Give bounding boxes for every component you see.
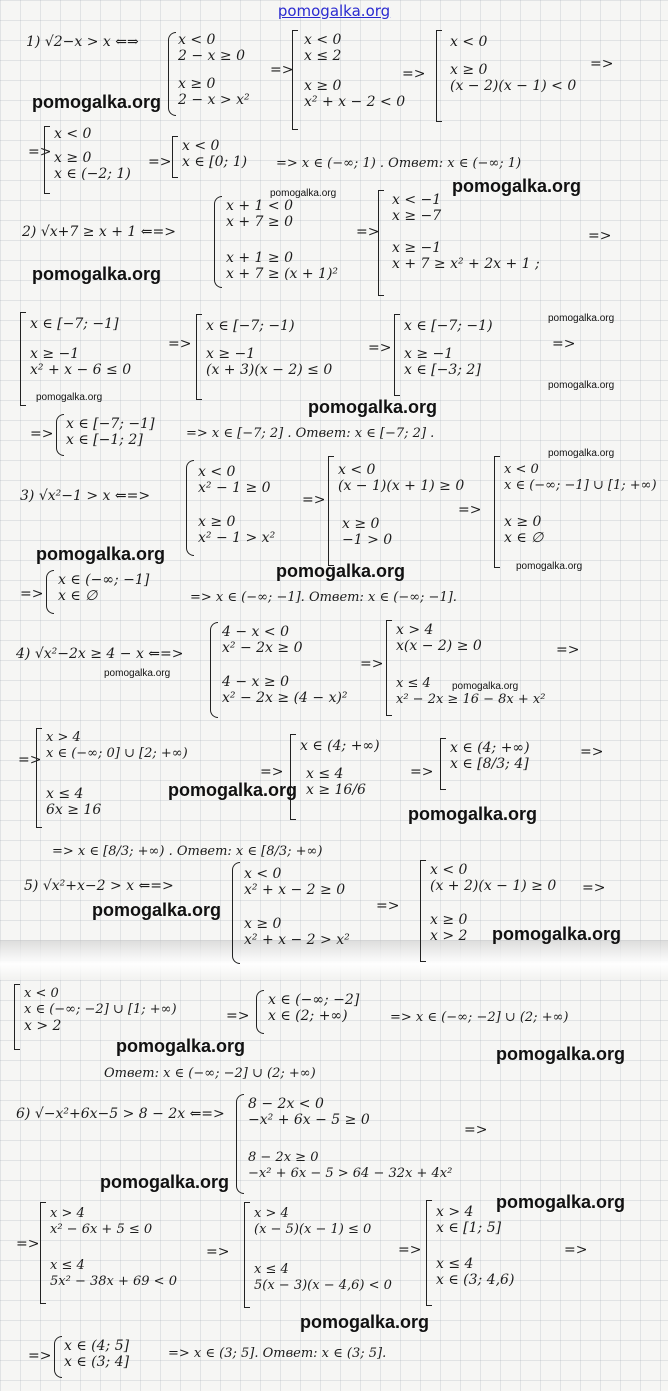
p4-arrow-2: => [556,642,580,658]
p1-bracket-a [292,30,298,130]
p2-bracket-c [196,314,202,400]
p3-arrow-2: => [458,502,482,518]
p4-arrow-6: => [580,744,604,760]
p2-b2: x ≥ −1 x² + x − 6 ≤ 0 [30,346,132,378]
p1-a1: x < 0 x ≤ 2 [304,32,342,64]
p3-brace-c [46,570,54,614]
p3-b2: x ≥ 0 x ∈ ∅ [504,514,544,546]
p2-d2: x ≥ −1 x ∈ [−3; 2] [404,346,481,378]
watermark: pomogalka.org [32,264,162,284]
p2-arrow-2: => [588,228,612,244]
site-header-link[interactable]: pomogalka.org [277,2,391,20]
watermark: pomogalka.org [496,1192,626,1212]
p1-bracket-c [44,126,50,194]
p1-sys1: x < 0 2 − x ≥ 0 [178,32,245,64]
p3-sys2: x ≥ 0 x² − 1 > x² [198,514,276,546]
watermark: pomogalka.org [168,780,298,800]
watermark: pomogalka.org [36,544,166,564]
p1-bracket-b [436,30,442,122]
p5-sys2: x ≥ 0 x² + x − 2 > x² [244,916,350,948]
p5-answer: Ответ: x ∈ (−∞; −2] ∪ (2; +∞) [104,1066,316,1081]
p6-arrow-5: => [564,1242,588,1258]
p3-bracket-a [328,456,334,566]
p1-sys2: x ≥ 0 2 − x > x² [178,76,250,108]
p5-a1: x < 0 (x + 2)(x − 1) ≥ 0 [430,862,557,894]
p4-brace [210,622,218,718]
watermark: pomogalka.org [36,392,103,403]
p2-arrow-5: => [552,336,576,352]
watermark: pomogalka.org [32,92,162,112]
p2-sys1: x + 1 < 0 x + 7 ≥ 0 [226,198,293,230]
p4-b2: x ≤ 4 6x ≥ 16 [46,786,102,818]
p2-bracket-b [20,312,26,406]
p4-c1: x ∈ (4; +∞) [300,738,380,754]
watermark: pomogalka.org [300,1312,430,1332]
watermark: pomogalka.org [452,681,519,692]
p1-d: x < 0 x ∈ [0; 1) [182,138,248,170]
p4-sys2: 4 − x ≥ 0 x² − 2x ≥ (4 − x)² [222,674,348,706]
problem-3-head: 3) √x²−1 > x ⇐=> [20,488,151,504]
p2-c2: x ≥ −1 (x + 3)(x − 2) ≤ 0 [206,346,333,378]
problem-2-head: 2) √x+7 ≥ x + 1 ⇐=> [22,224,176,240]
p6-d: x ∈ (4; 5] x ∈ (3; 4] [64,1338,130,1370]
p2-sys2: x + 1 ≥ 0 x + 7 ≥ (x + 1)² [226,250,339,282]
p4-bracket-a [386,620,392,716]
p5-c: x ∈ (−∞; −2] x ∈ (2; +∞) [268,992,360,1024]
watermark: pomogalka.org [92,900,222,920]
watermark: pomogalka.org [548,448,615,459]
watermark: pomogalka.org [492,924,622,944]
p3-answer: => x ∈ (−∞; −1]. Ответ: x ∈ (−∞; −1]. [190,590,457,605]
p6-brace [236,1094,244,1194]
p5-bracket-b [14,984,20,1050]
watermark: pomogalka.org [100,1172,230,1192]
watermark: pomogalka.org [548,380,615,391]
watermark: pomogalka.org [270,188,337,199]
p1-arrow-2: => [402,66,426,82]
watermark: pomogalka.org [116,1036,246,1056]
p6-sys2: 8 − 2x ≥ 0 −x² + 6x − 5 > 64 − 32x + 4x² [248,1150,453,1181]
p3-arrow-3: => [20,586,44,602]
p4-bracket-d [440,738,446,790]
watermark: pomogalka.org [308,397,438,417]
p2-arrow-1: => [356,224,380,240]
p4-d: x ∈ (4; +∞) x ∈ [8/3; 4] [450,740,530,772]
p3-b1: x < 0 x ∈ (−∞; −1] ∪ [1; +∞) [504,462,657,493]
problem-6-head: 6) √−x²+6x−5 > 8 − 2x ⇐=> [16,1106,225,1122]
p5-arrow-1: => [376,898,400,914]
p2-brace [214,196,222,288]
p6-bracket-a [40,1202,46,1304]
watermark: pomogalka.org [276,561,406,581]
p1-arrow-3: => [590,56,614,72]
watermark: pomogalka.org [104,668,171,679]
p4-arrow-3: => [18,752,42,768]
p1-answer: => x ∈ (−∞; 1) . Ответ: x ∈ (−∞; 1) [276,156,522,171]
p2-bracket-a [378,190,384,296]
p3-arrow-1: => [302,492,326,508]
p6-arrow-2: => [16,1236,40,1252]
p4-arrow-4: => [260,764,284,780]
p6-b2: x ≤ 4 5(x − 3)(x − 4,6) < 0 [254,1262,392,1293]
p5-b2: x > 2 [24,1018,62,1034]
p4-b1: x > 4 x ∈ (−∞; 0] ∪ [2; +∞) [46,730,188,761]
p5-b1: x < 0 x ∈ (−∞; −2] ∪ [1; +∞) [24,986,177,1017]
p3-brace [186,460,194,556]
p3-sys1: x < 0 x² − 1 ≥ 0 [198,464,271,496]
p2-a2: x ≥ −1 x + 7 ≥ x² + 2x + 1 ; [392,240,540,272]
problem-5-head: 5) √x²+x−2 > x ⇐=> [24,878,174,894]
p1-arrow-5: => [148,154,172,170]
p2-arrow-4: => [368,340,392,356]
p6-a1: x > 4 x² − 6x + 5 ≤ 0 [50,1206,153,1237]
p1-arrow-1: => [270,62,294,78]
p2-a1: x < −1 x ≥ −7 [392,192,442,224]
watermark: pomogalka.org [548,313,615,324]
p6-sys1: 8 − 2x < 0 −x² + 6x − 5 ≥ 0 [248,1096,370,1128]
p3-a1: x < 0 (x − 1)(x + 1) ≥ 0 [338,462,465,494]
p3-bracket-b [494,456,500,568]
p6-c2: x ≤ 4 x ∈ (3; 4,6) [436,1256,515,1288]
p2-d1: x ∈ [−7; −1) [404,318,493,334]
p4-bracket-c [290,734,296,820]
p6-answer: => x ∈ (3; 5]. Ответ: x ∈ (3; 5]. [168,1346,387,1361]
p2-arrow-6: => [30,426,54,442]
p5-sys1: x < 0 x² + x − 2 ≥ 0 [244,866,346,898]
p4-sys1: 4 − x < 0 x² − 2x ≥ 0 [222,624,303,656]
p4-arrow-1: => [360,656,384,672]
p4-a1: x > 4 x(x − 2) ≥ 0 [396,622,482,654]
p1-b1: x < 0 [450,34,488,50]
p2-c1: x ∈ [−7; −1) [206,318,295,334]
p2-answer: => x ∈ [−7; 2] . Ответ: x ∈ [−7; 2] . [186,426,435,441]
p6-arrow-3: => [206,1244,230,1260]
watermark: pomogalka.org [408,804,538,824]
p1-bracket-d [172,136,178,178]
p2-brace-e [56,414,64,456]
p1-c1: x < 0 [54,126,92,142]
problem-4-head: 4) √x²−2x ≥ 4 − x ⇐=> [16,646,184,662]
p2-bracket-d [394,314,400,396]
problem-1-head: 1) √2−x > x ⇐⇒ [26,34,139,50]
p4-bracket-b [36,728,42,828]
watermark: pomogalka.org [496,1044,626,1064]
p5-arrow-3: => [226,1008,250,1024]
p2-b1: x ∈ [−7; −1] [30,316,119,332]
p1-brace [168,32,176,116]
p6-bracket-b [244,1202,250,1308]
p5-brace [232,862,240,964]
p2-arrow-3: => [168,336,192,352]
p5-arrow-2: => [582,880,606,896]
p4-a2: x ≤ 4 x² − 2x ≥ 16 − 8x + x² [396,676,546,707]
p6-c1: x > 4 x ∈ [1; 5] [436,1204,502,1236]
p5-bracket-a [420,860,426,962]
p4-c2: x ≤ 4 x ≥ 16/6 [306,766,366,798]
p6-arrow-4: => [398,1242,422,1258]
p3-a2: x ≥ 0 −1 > 0 [342,516,393,548]
p1-a2: x ≥ 0 x² + x − 2 < 0 [304,78,406,110]
watermark: pomogalka.org [452,176,582,196]
p6-arrow-6: => [28,1348,52,1364]
p6-a2: x ≤ 4 5x² − 38x + 69 < 0 [50,1258,177,1289]
watermark: pomogalka.org [516,561,583,572]
p6-b1: x > 4 (x − 5)(x − 1) ≤ 0 [254,1206,372,1237]
p5-a2: x ≥ 0 x > 2 [430,912,468,944]
p1-c2: x ≥ 0 x ∈ (−2; 1) [54,150,131,182]
p2-e: x ∈ [−7; −1] x ∈ [−1; 2] [66,416,155,448]
p4-arrow-5: => [410,764,434,780]
p1-arrow-4: => [28,144,52,160]
p5-brace-c [256,990,264,1034]
p6-bracket-c [426,1200,432,1306]
p1-b2: x ≥ 0 (x − 2)(x − 1) < 0 [450,62,577,94]
p6-arrow-1: => [464,1122,488,1138]
p3-c: x ∈ (−∞; −1] x ∈ ∅ [58,572,150,604]
p4-answer: => x ∈ [8/3; +∞) . Ответ: x ∈ [8/3; +∞) [52,844,323,859]
p5-result: => x ∈ (−∞; −2] ∪ (2; +∞) [390,1010,569,1025]
p6-brace-d [54,1336,62,1378]
